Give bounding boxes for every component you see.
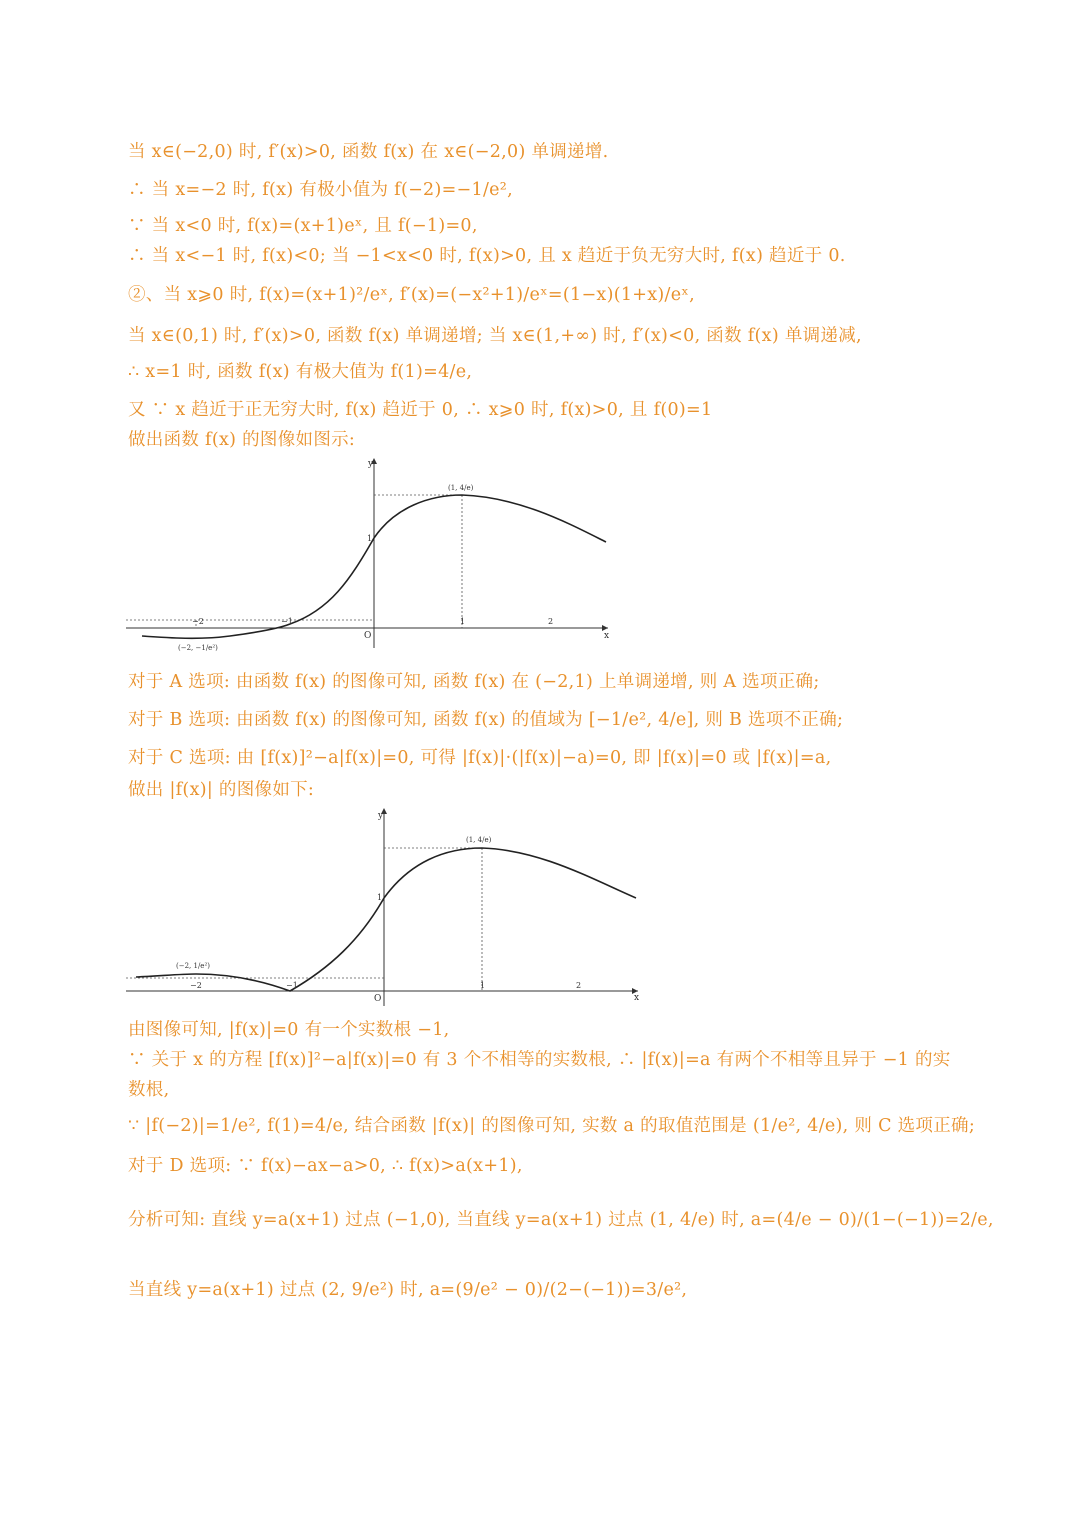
x-tick-1: 1 (460, 617, 466, 626)
text-line: 做出函数 f(x) 的图像如图示: (128, 430, 356, 450)
text-line: 又 ∵ x 趋近于正无穷大时, f(x) 趋近于 0, ∴ x⩾0 时, f(x)>0, 且 f(0)=1 (128, 400, 713, 420)
text-line: 数根, (128, 1080, 170, 1100)
abs-function-graph (120, 800, 650, 1010)
y-tick-1: 1 (367, 534, 373, 543)
abs-function-curve (136, 848, 636, 991)
max-point-label: (1, 4/e) (448, 484, 474, 492)
text-line: 对于 B 选项: 由函数 f(x) 的图像可知, 函数 f(x) 的值域为 [−1/e², 4/e], 则 B 选项不正确; (128, 710, 844, 730)
text-line: ②、当 x⩾0 时, f(x)=(x+1)²/eˣ, f′(x)=(−x²+1)/eˣ=(1−x)(1+x)/eˣ, (128, 285, 695, 305)
origin-label: O (374, 994, 382, 1004)
x-axis-label: x (634, 993, 640, 1003)
text-line: ∴ 当 x=−2 时, f(x) 有极小值为 f(−2)=−1/e², (128, 180, 513, 200)
x-tick-neg1: −1 (281, 617, 293, 626)
y-axis-label: y (368, 459, 374, 469)
text-line: 当 x∈(0,1) 时, f′(x)>0, 函数 f(x) 单调递增; 当 x∈(1,+∞) 时, f′(x)<0, 函数 f(x) 单调递减, (128, 326, 862, 346)
y-tick-1: 1 (377, 893, 383, 902)
x-tick-2: 2 (548, 617, 554, 626)
function-graph (120, 452, 620, 662)
x-tick-neg1: −1 (286, 981, 298, 990)
min-point-label: (−2, −1/e²) (178, 644, 218, 652)
origin-label: O (364, 631, 372, 641)
x-tick-2: 2 (576, 981, 582, 990)
text-line: ∵ |f(−2)|=1/e², f(1)=4/e, 结合函数 |f(x)| 的图像可知, 实数 a 的取值范围是 (1/e², 4/e), 则 C 选项正确; (128, 1116, 976, 1136)
x-tick-neg2: −2 (190, 981, 202, 990)
text-line: ∵ 关于 x 的方程 [f(x)]²−a|f(x)|=0 有 3 个不相等的实数根, ∴ |f(x)|=a 有两个不相等且异于 −1 的实 (128, 1050, 951, 1070)
text-line: 做出 |f(x)| 的图像如下: (128, 780, 315, 800)
left-point-label: (−2, 1/e²) (176, 962, 210, 970)
x-tick-1: 1 (480, 981, 486, 990)
text-line: 分析可知: 直线 y=a(x+1) 过点 (−1,0), 当直线 y=a(x+1) 过点 (1, 4/e) 时, a=(4/e − 0)/(1−(−1))=2/e, (128, 1210, 994, 1230)
text-line: 对于 D 选项: ∵ f(x)−ax−a>0, ∴ f(x)>a(x+1), (128, 1156, 523, 1176)
text-line: ∵ 当 x<0 时, f(x)=(x+1)eˣ, 且 f(−1)=0, (128, 216, 478, 236)
text-line: 对于 A 选项: 由函数 f(x) 的图像可知, 函数 f(x) 在 (−2,1) 上单调递增, 则 A 选项正确; (128, 672, 820, 692)
x-tick-neg2: −2 (192, 617, 204, 626)
x-axis-label: x (604, 631, 610, 641)
y-axis-label: y (378, 811, 384, 821)
text-line: 当 x∈(−2,0) 时, f′(x)>0, 函数 f(x) 在 x∈(−2,0) 单调递增. (128, 142, 609, 162)
text-line: 当直线 y=a(x+1) 过点 (2, 9/e²) 时, a=(9/e² − 0)/(2−(−1))=3/e², (128, 1280, 688, 1300)
max-point-label: (1, 4/e) (466, 836, 492, 844)
text-line: ∴ 当 x<−1 时, f(x)<0; 当 −1<x<0 时, f(x)>0, 且 x 趋近于负无穷大时, f(x) 趋近于 0. (128, 246, 846, 266)
text-line: ∴ x=1 时, 函数 f(x) 有极大值为 f(1)=4/e, (128, 362, 473, 382)
text-line: 对于 C 选项: 由 [f(x)]²−a|f(x)|=0, 可得 |f(x)|·(|f(x)|−a)=0, 即 |f(x)|=0 或 |f(x)|=a, (128, 748, 832, 768)
text-line: 由图像可知, |f(x)|=0 有一个实数根 −1, (128, 1020, 450, 1040)
